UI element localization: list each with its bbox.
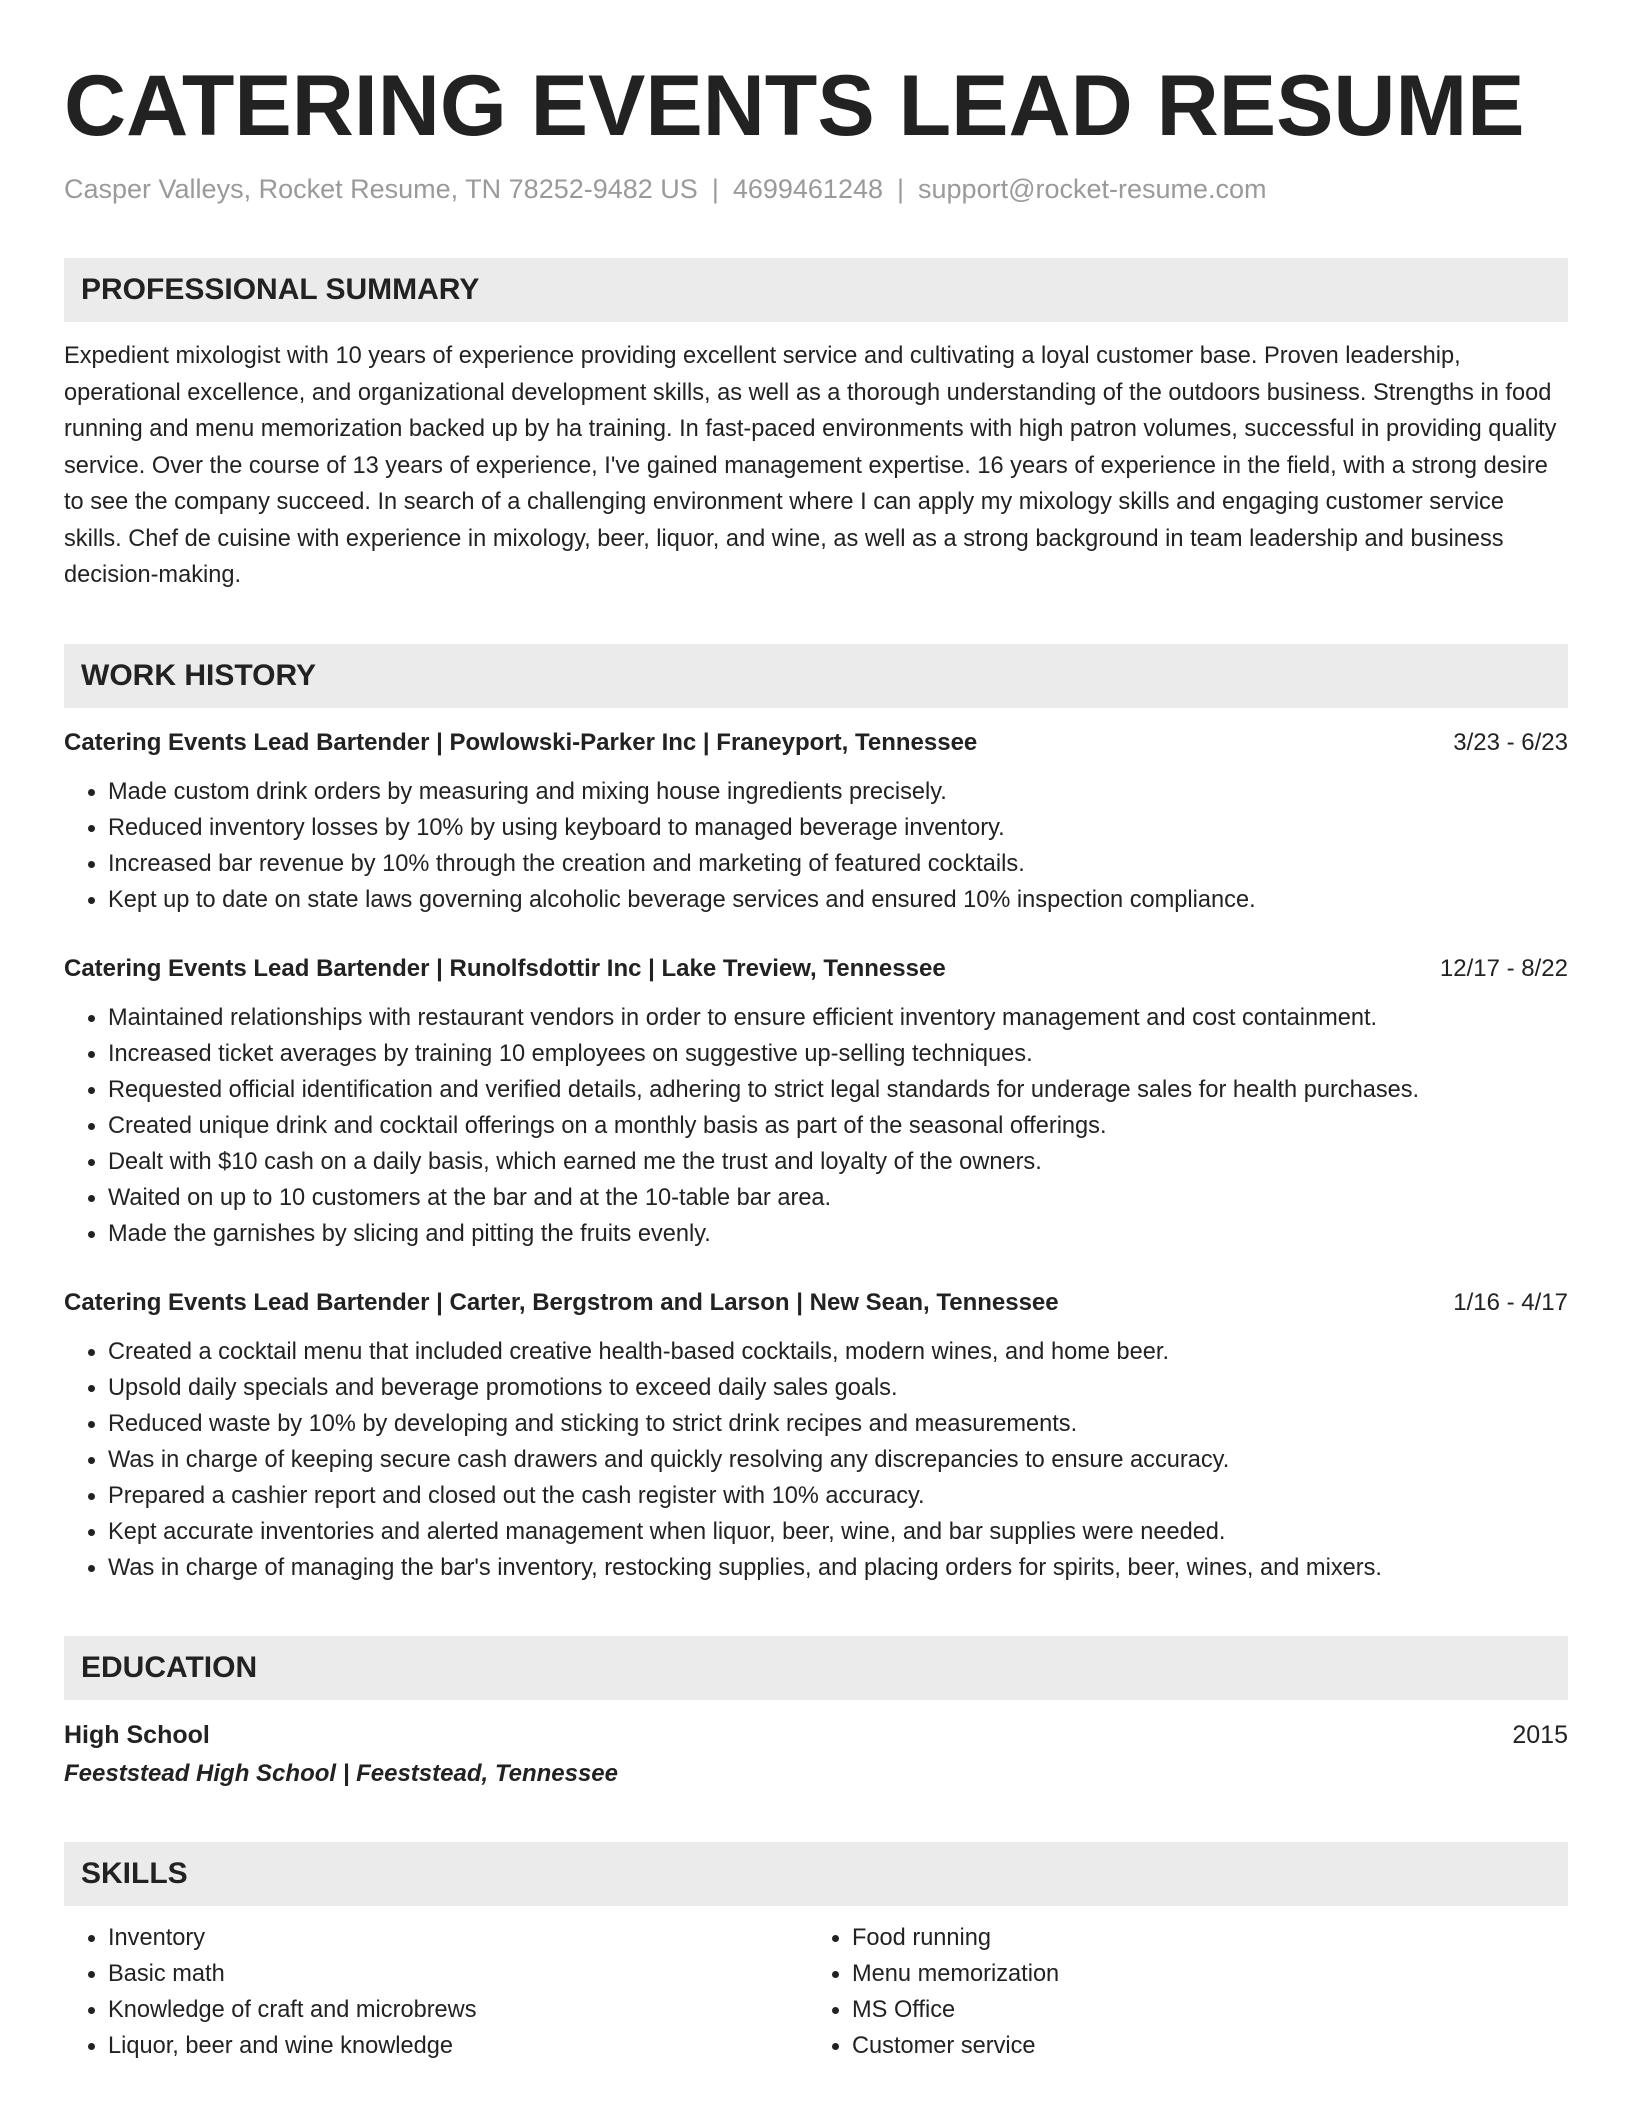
skill-item: • Menu memorization (852, 1956, 1452, 1992)
summary-text: Expedient mixologist with 10 years of experience providing excellent service and cultivating a loyal customer base. Proven leadership, operational excellence, and organizational development skills, as well as a thorough understanding of the outdoors business. Strengths in food running and menu memorization backed up by ha training. In fast-paced environments with high patron volumes, successful in providing quality service. Over the course of 13 years of experience, I've gained management expertise. 16 years of experience in the field, with a strong desire to see the company succeed. In search of a challenging environment where I can apply my mixology skills and engaging customer service skills. Chef de cuisine with experience in mixology, beer, liquor, and wine, as well as a strong background in team leadership and business decision-making. (64, 343, 1557, 588)
education-year: 2015 (1512, 1720, 1568, 1749)
job-title: Catering Events Lead Bartender | Powlowski-Parker Inc | Franeyport, Tennessee (64, 728, 978, 756)
skill-item: • Inventory (108, 1920, 808, 1956)
job-bullet: • Created a cocktail menu that included creative health-based cocktails, modern wines, and home beer. (108, 1334, 1568, 1370)
job-title: Catering Events Lead Bartender | Carter, Bergstrom and Larson | New Sean, Tennessee (64, 1288, 1059, 1316)
job-bullet: • Requested official identification and verified details, adhering to strict legal standards for underage sales for health purchases. (108, 1072, 1568, 1108)
job-bullet: • Upsold daily specials and beverage promotions to exceed daily sales goals. (108, 1370, 1568, 1406)
skills-list (64, 1920, 1568, 2064)
skills-column-right (808, 1920, 1452, 2064)
job-bullet: • Created unique drink and cocktail offerings on a monthly basis as part of the seasonal offerings. (108, 1108, 1568, 1144)
job-header (64, 1286, 1568, 1320)
section-heading-summary: PROFESSIONAL SUMMARY (64, 258, 1568, 322)
job-dates: 3/23 - 6/23 (1453, 728, 1568, 756)
job-bullet: • Kept accurate inventories and alerted management when liquor, beer, wine, and bar supplies were needed. (108, 1514, 1568, 1550)
section-heading-work-history: WORK HISTORY (64, 644, 1568, 708)
job-bullet: • Increased bar revenue by 10% through the creation and marketing of featured cocktails. (108, 846, 1568, 882)
skill-item: • Customer service (852, 2028, 1452, 2064)
job-bullet: • Prepared a cashier report and closed out the cash register with 10% accuracy. (108, 1478, 1568, 1514)
job-bullet: • Dealt with $10 cash on a daily basis, which earned me the trust and loyalty of the owners. (108, 1144, 1568, 1180)
job-bullet: • Was in charge of keeping secure cash drawers and quickly resolving any discrepancies to ensure accuracy. (108, 1442, 1568, 1478)
contact-separator: | (711, 174, 719, 204)
contact-email[interactable]: support@rocket-resume.com (918, 174, 1267, 204)
job-bullet: • Reduced waste by 10% by developing and sticking to strict drink recipes and measurements. (108, 1406, 1568, 1442)
contact-address: Casper Valleys, Rocket Resume, TN 78252-9482 US (64, 174, 698, 204)
resume-title: CATERING EVENTS LEAD RESUME (64, 58, 1525, 154)
section-heading-skills: SKILLS (64, 1842, 1568, 1906)
job-bullet: • Maintained relationships with restaurant vendors in order to ensure efficient inventory management and cost containment. (108, 1000, 1568, 1036)
skills-column-left (64, 1920, 808, 2064)
job-bullets (64, 1000, 1568, 1252)
job-bullet: • Was in charge of managing the bar's inventory, restocking supplies, and placing orders for spirits, beer, wines, and mixers. (108, 1550, 1568, 1586)
job-title: Catering Events Lead Bartender | Runolfsdottir Inc | Lake Treview, Tennessee (64, 954, 946, 982)
job-header (64, 726, 1568, 760)
job-header (64, 952, 1568, 986)
job-entry (64, 726, 1568, 918)
skill-item: • MS Office (852, 1992, 1452, 2028)
contact-line (64, 172, 1568, 206)
job-bullet: • Increased ticket averages by training 10 employees on suggestive up-selling techniques. (108, 1036, 1568, 1072)
contact-separator: | (897, 174, 905, 204)
job-dates: 1/16 - 4/17 (1453, 1288, 1568, 1316)
education-header (64, 1718, 1568, 1752)
job-bullet: • Waited on up to 10 customers at the bar and at the 10-table bar area. (108, 1180, 1568, 1216)
job-bullet: • Kept up to date on state laws governing alcoholic beverage services and ensured 10% inspection compliance. (108, 882, 1568, 918)
section-heading-education: EDUCATION (64, 1636, 1568, 1700)
skill-item: • Liquor, beer and wine knowledge (108, 2028, 808, 2064)
job-bullet: • Made the garnishes by slicing and pitting the fruits evenly. (108, 1216, 1568, 1252)
job-dates: 12/17 - 8/22 (1439, 954, 1568, 982)
education-degree: High School (64, 1720, 210, 1749)
job-entry (64, 1286, 1568, 1586)
job-bullet: • Made custom drink orders by measuring and mixing house ingredients precisely. (108, 774, 1568, 810)
skill-item: • Basic math (108, 1956, 808, 1992)
job-bullet: • Reduced inventory losses by 10% by using keyboard to managed beverage inventory. (108, 810, 1568, 846)
job-bullets (64, 1334, 1568, 1586)
contact-phone[interactable]: 4699461248 (732, 174, 883, 204)
job-bullets (64, 774, 1568, 918)
skill-item: • Food running (852, 1920, 1452, 1956)
education-school: Feeststead High School | Feeststead, Tennessee (64, 1759, 619, 1787)
skill-item: • Knowledge of craft and microbrews (108, 1992, 808, 2028)
job-entry (64, 952, 1568, 1252)
